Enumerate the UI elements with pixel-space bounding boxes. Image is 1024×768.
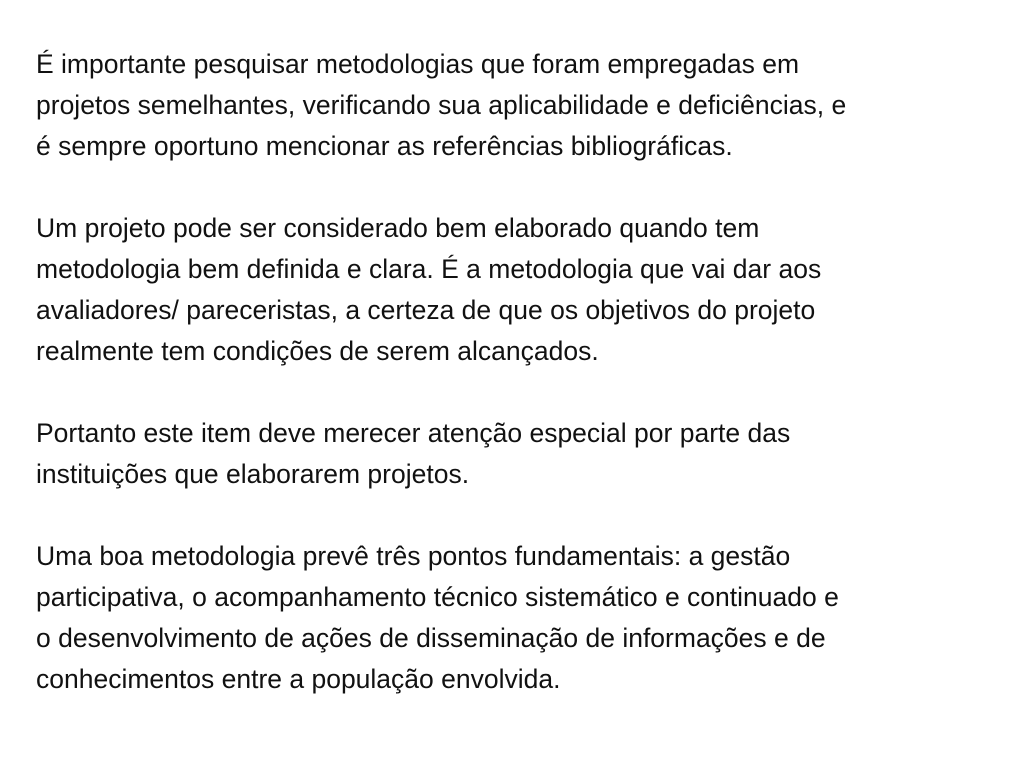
text-line: instituições que elaborarem projetos. [36, 459, 470, 489]
text-line: É importante pesquisar metodologias que foram empregadas em [36, 49, 800, 79]
paragraph-spacer [36, 495, 1006, 536]
text-line: participativa, o acompanhamento técnico sistemático e continuado e [36, 582, 839, 612]
text-line: metodologia bem definida e clara. É a metodologia que vai dar aos [36, 254, 822, 284]
paragraph-methodology-research [36, 44, 1006, 167]
paragraph-special-attention [36, 413, 1006, 495]
slide-body [36, 44, 1006, 700]
text-line: conhecimentos entre a população envolvida. [36, 664, 561, 694]
text-line: projetos semelhantes, verificando sua aplicabilidade e deficiências, e [36, 90, 847, 120]
text-line: o desenvolvimento de ações de disseminação de informações e de [36, 623, 826, 653]
text-line: Uma boa metodologia prevê três pontos fundamentais: a gestão [36, 541, 791, 571]
text-line: avaliadores/ pareceristas, a certeza de que os objetivos do projeto [36, 295, 816, 325]
text-line: realmente tem condições de serem alcançados. [36, 336, 599, 366]
text-line: Um projeto pode ser considerado bem elaborado quando tem [36, 213, 760, 243]
paragraph-well-designed-project [36, 208, 1006, 372]
paragraph-spacer [36, 372, 1006, 413]
paragraph-three-fundamental-points [36, 536, 1006, 700]
text-line: Portanto este item deve merecer atenção especial por parte das [36, 418, 791, 448]
paragraph-spacer [36, 167, 1006, 208]
text-line: é sempre oportuno mencionar as referências bibliográficas. [36, 131, 733, 161]
